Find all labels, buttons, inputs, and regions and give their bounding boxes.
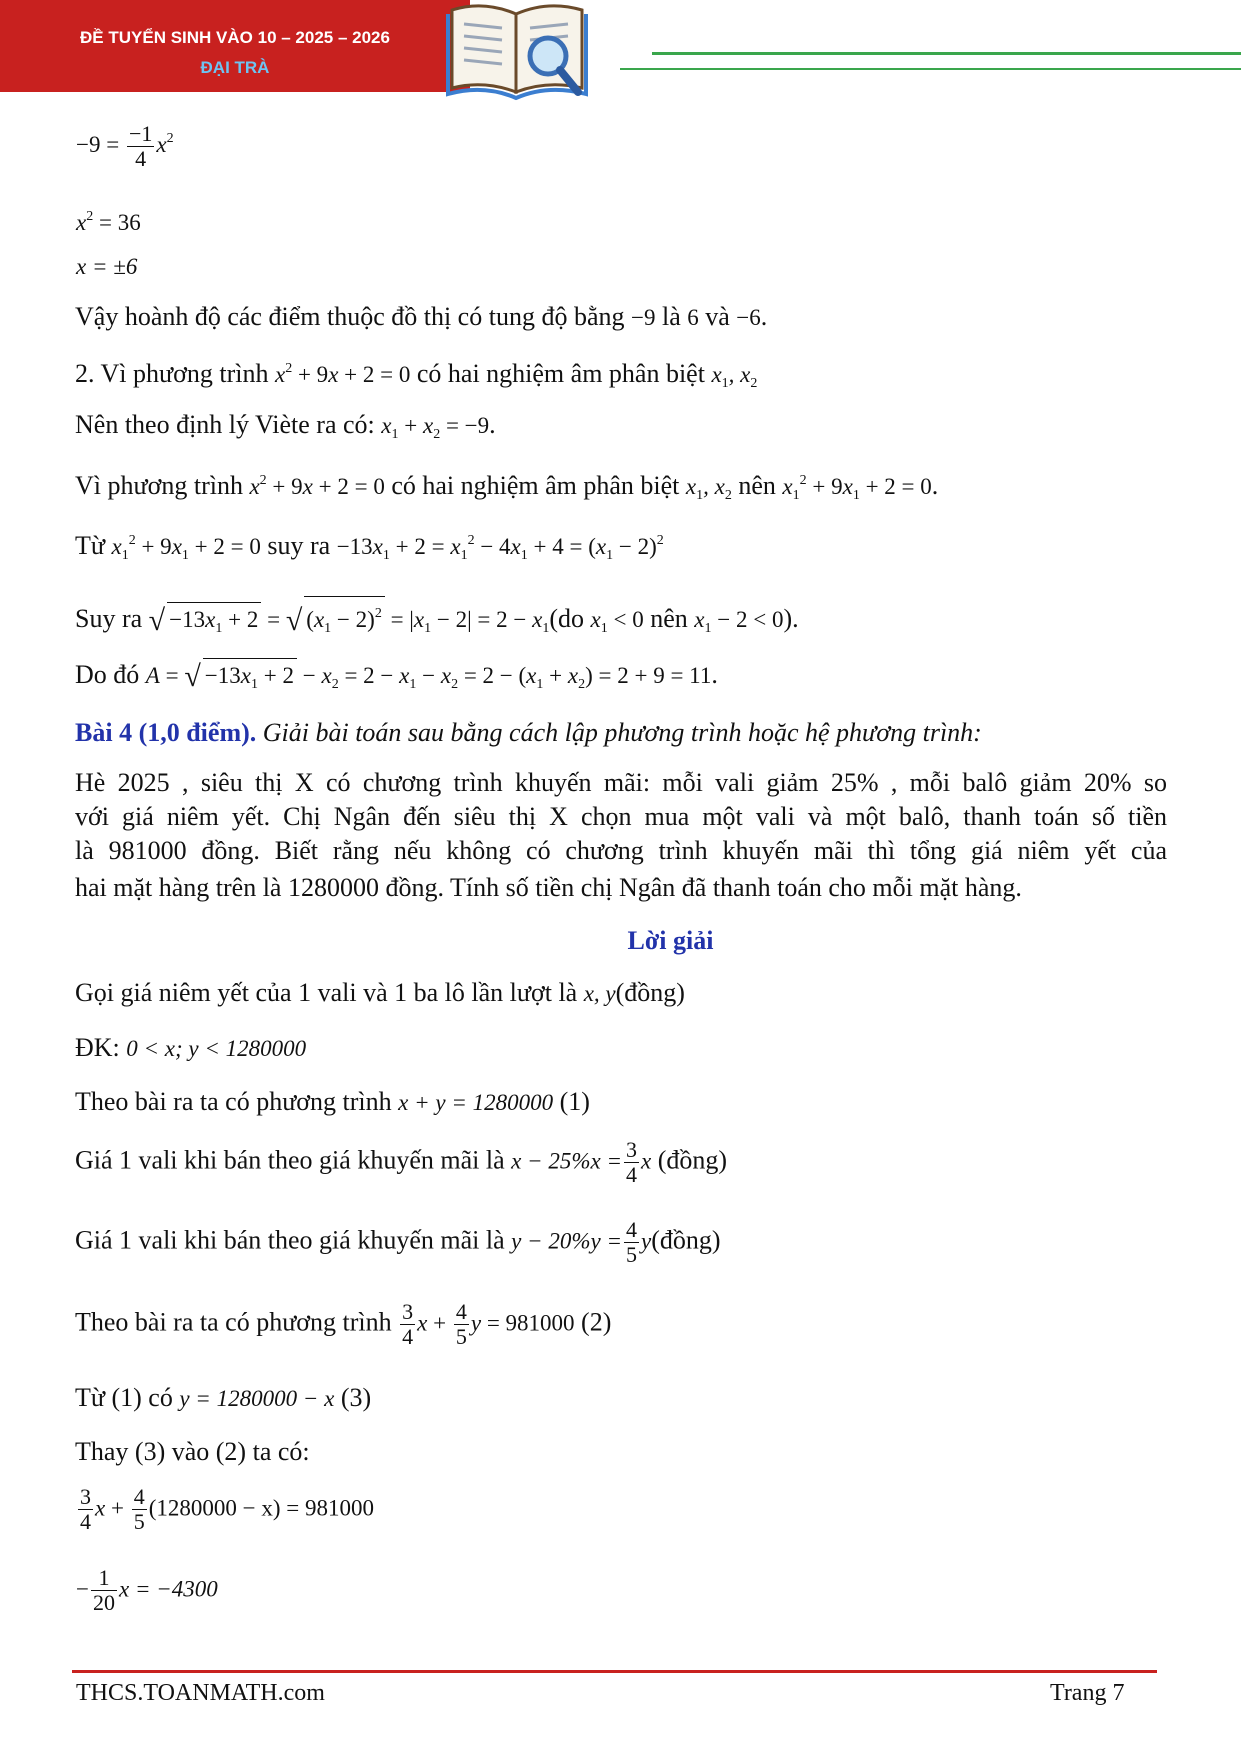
substitute-line: Thay (3) vào (2) ta có: — [75, 1437, 310, 1466]
viete-line: Nên theo định lý Viète ra có: $x_1 + x_2 = -9$. — [75, 410, 496, 442]
equation-2-line: Theo bài ra ta có phương trình $\frac{3}{4}$ x + $\frac{4}{5}$ y = 981000 (2) — [75, 1299, 612, 1349]
equation-1-line: Theo bài ra ta có phương trình x + y = 1280000 (1) — [75, 1087, 590, 1116]
footer-page-number: Trang 7 — [1050, 1680, 1125, 1706]
equation-line: x = ±6 — [76, 254, 138, 279]
part2-line: 2. Vì phương trình $x^2 + 9x + 2 = 0$ có hai nghiệm âm phân biệt $x_1$, $x_2$ — [75, 359, 758, 391]
header-rule-top — [652, 52, 1241, 55]
discount-balo-line: Giá 1 vali khi bán theo giá khuyến mãi là y − 20%y = $\frac{4}{5}$ y(đồng) — [75, 1217, 721, 1267]
problem-text-line: với giá niêm yết. Chị Ngân đến siêu thị X chọn mua một vali và một balô, thanh toán số tiền — [75, 802, 1167, 831]
solution-title: Lời giải — [627, 926, 714, 955]
equation-line: − $\frac{1}{20}$ x = −4300 — [76, 1565, 218, 1615]
discount-vali-line: Giá 1 vali khi bán theo giá khuyến mãi là x − 25%x = $\frac{3}{4}$ x (đồng) — [75, 1137, 728, 1187]
footer-rule — [72, 1670, 1157, 1673]
equation-line: −9 = $\frac{-1}{4}$ $x^2$ — [76, 121, 174, 171]
sqrt-line: Suy ra √ $-13x_1 + 2$ = √ $(x_1 - 2)^2 = |x_1 - 2| = 2 - x_1(do$ $x_1 < 0$ nên $x_1 - 2 < 0$). — [75, 596, 799, 644]
footer-site: THCS.TOANMATH.com — [76, 1680, 325, 1706]
problem-text-line: Hè 2025 , siêu thị X có chương trình khuyến mãi: mỗi vali giảm 25% , mỗi balô giảm 20% so — [75, 768, 1167, 797]
problem-text-line: là 981000 đồng. Biết rằng nếu không có chương trình khuyến mãi thì tổng giá niêm yết của — [75, 836, 1167, 865]
header-rule-bottom — [620, 68, 1241, 70]
problem-text-line: hai mặt hàng trên là 1280000 đồng. Tính số tiền chị Ngân đã thanh toán cho mỗi mặt hàng. — [75, 873, 1022, 902]
equation-line: $\frac{3}{4}$ x + $\frac{4}{5}$ (1280000 − x) = 981000 — [80, 1484, 374, 1534]
book-magnifier-icon — [444, 0, 594, 102]
solution-line: Gọi giá niêm yết của 1 vali và 1 ba lô lần lượt là x, y(đồng) — [75, 978, 685, 1007]
derive-line: Từ $x_1^2 + 9x_1 + 2 = 0$ suy ra $-13x_1 + 2 = x_1^2 - 4x_1 + 4 = (x_1 - 2)^2$ — [75, 531, 664, 563]
conclusion-line: Vậy hoành độ các điểm thuộc đồ thị có tung độ bằng −9 là 6 và −6. — [75, 302, 768, 331]
header-subtitle: ĐẠI TRÀ — [200, 58, 270, 77]
result-line: Do đó A = √ $-13x_1 + 2 - x_2 = 2 - x_1 - x_2 = 2 - (x_1 + x_2) = 2 + 9 = 11$. — [75, 658, 718, 700]
problem-heading: Bài 4 (1,0 điểm). Giải bài toán sau bằng cách lập phương trình hoặc hệ phương trình: — [75, 718, 982, 747]
equation-line: $x^2 = 36$ — [76, 209, 141, 235]
root-line: Vì phương trình $x^2 + 9x + 2 = 0$ có hai nghiệm âm phân biệt $x_1$, $x_2$ nên $x_1^2 + 9x_1 + 2 = 0$. — [75, 471, 939, 503]
equation-3-line: Từ (1) có y = 1280000 − x (3) — [75, 1383, 372, 1412]
condition-line: ĐK: 0 < x; y < 1280000 — [75, 1033, 307, 1062]
header-title: ĐỀ TUYỂN SINH VÀO 10 – 2025 – 2026 — [80, 28, 390, 47]
